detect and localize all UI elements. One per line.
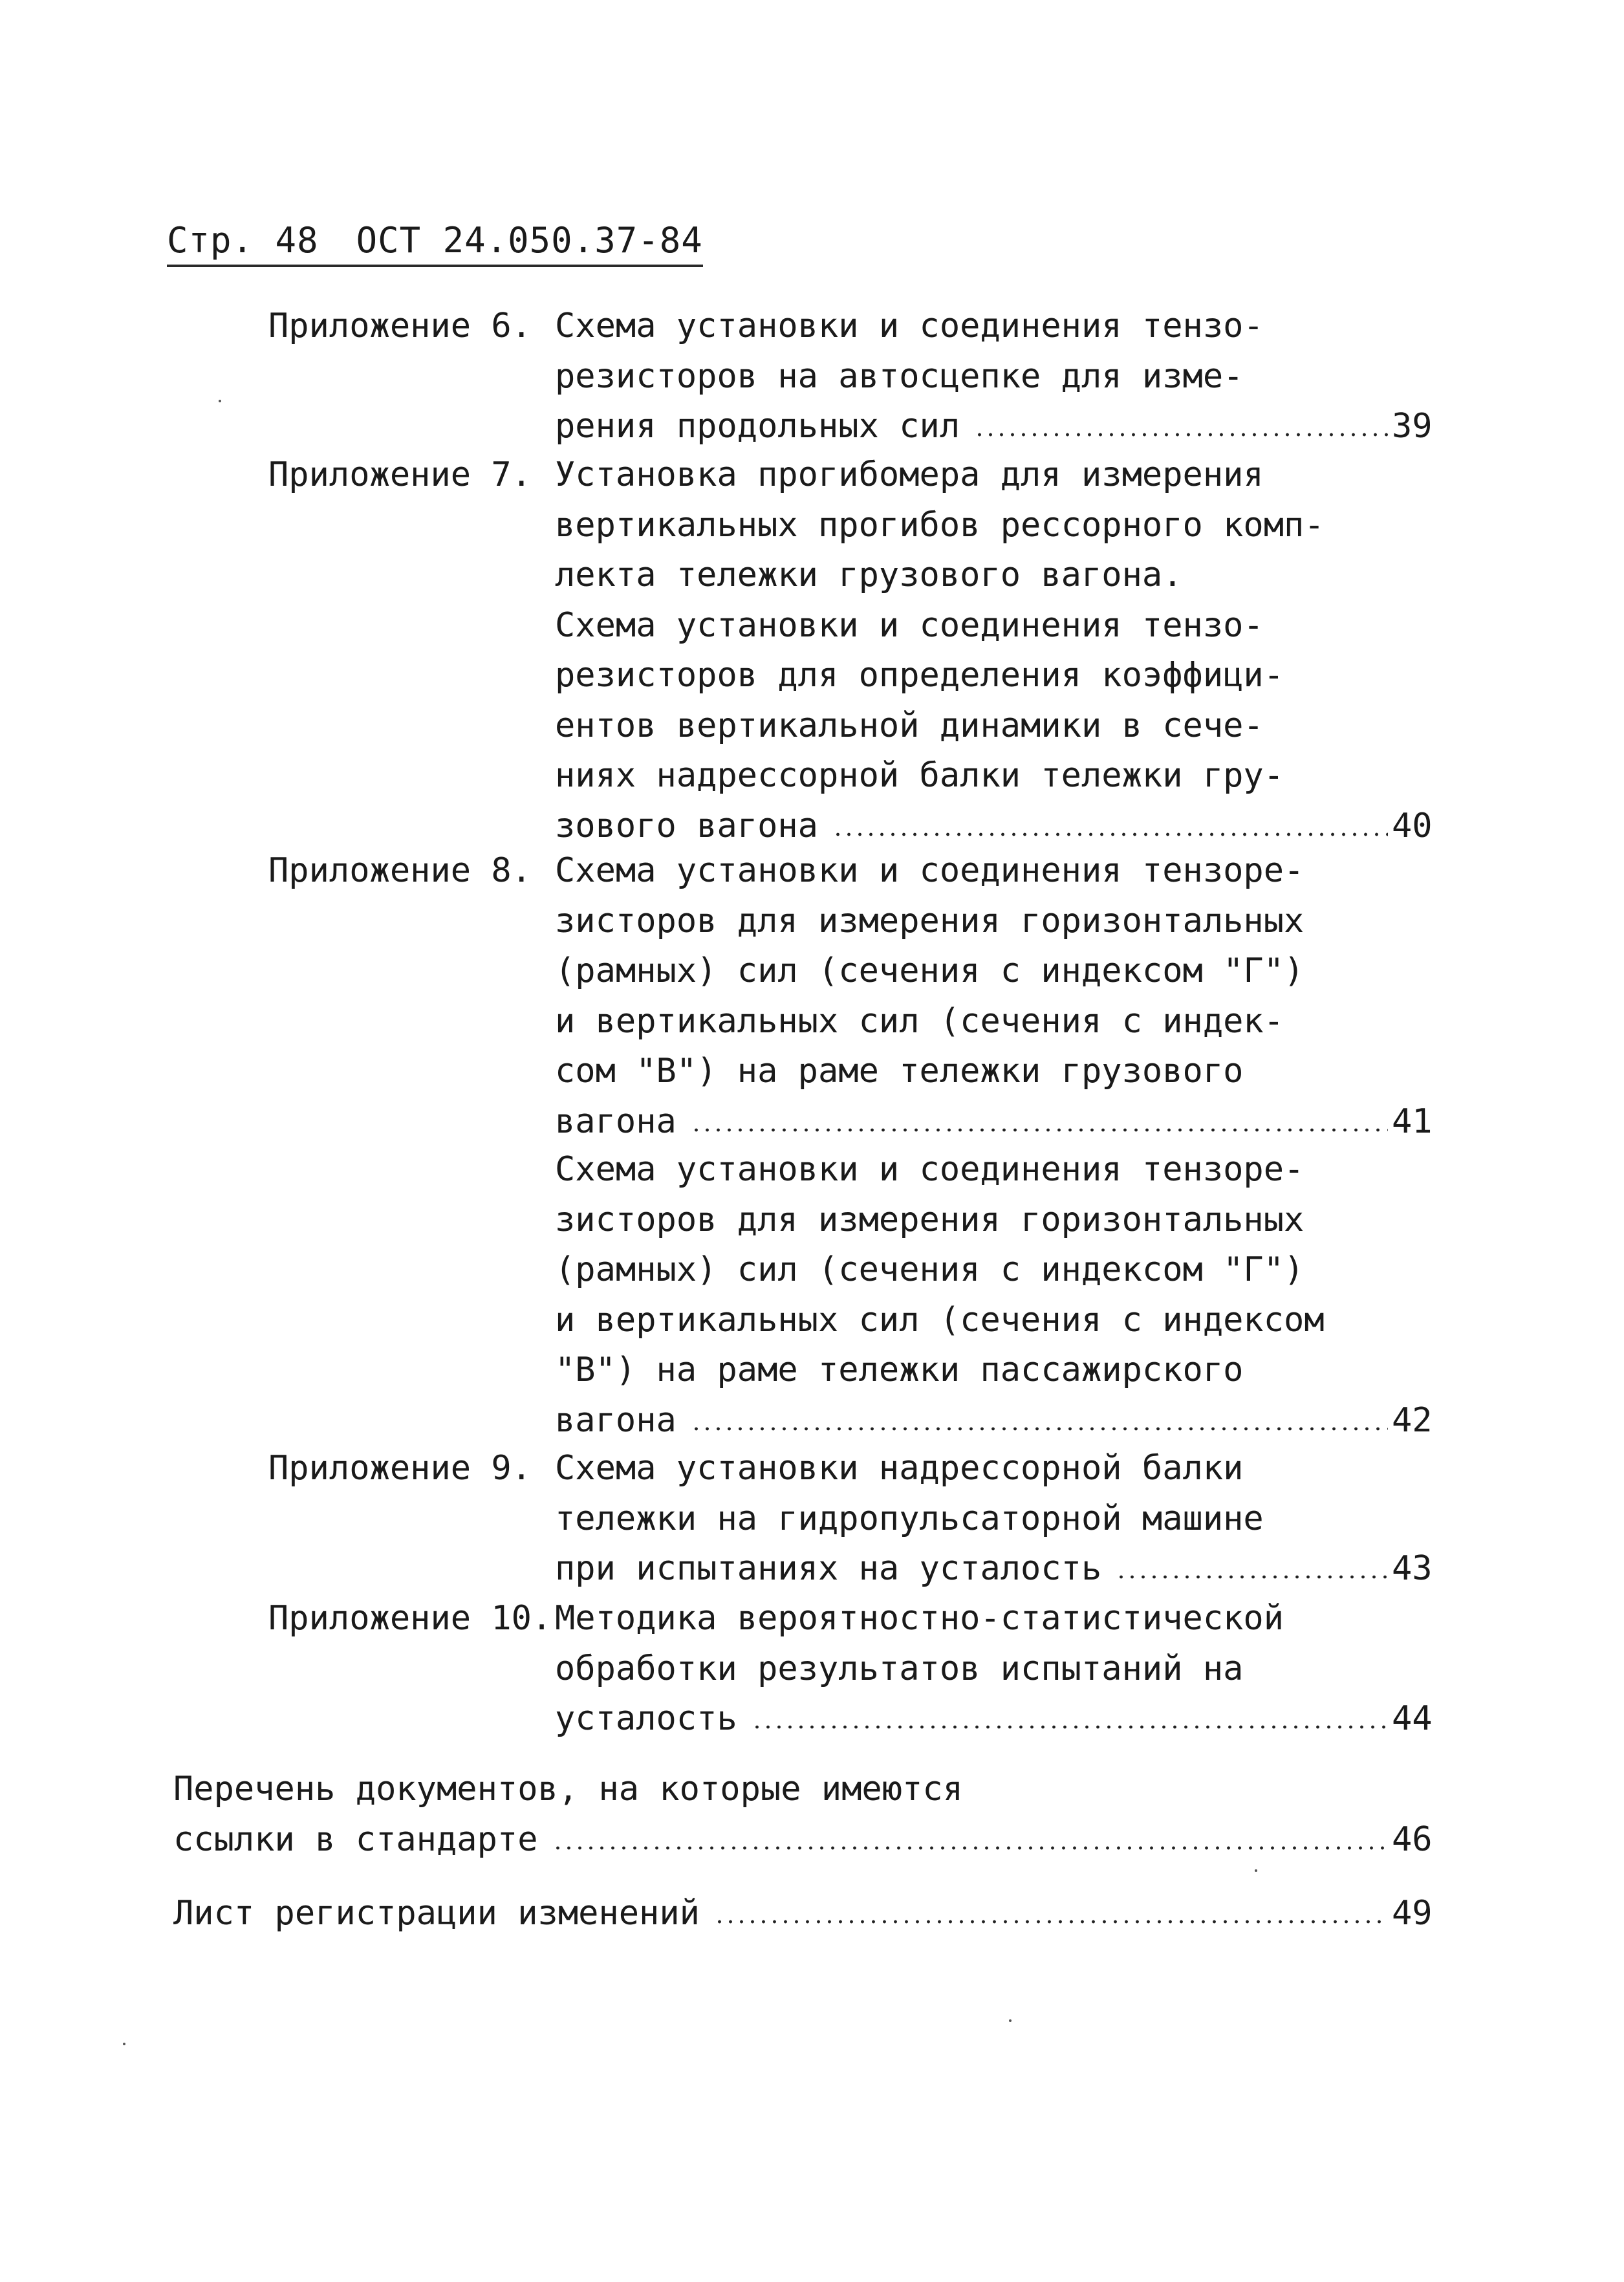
toc-leader-dots — [714, 1920, 1388, 1924]
toc-entry-line: сом "В") на раме тележки грузового — [555, 1052, 1244, 1091]
page-header — [167, 220, 703, 267]
toc-page-number: 41 — [1392, 1102, 1433, 1141]
toc-entry-line: ниях надрессорной балки тележки гру- — [555, 756, 1284, 795]
toc-entry-line: резисторов на автосцепке для изме- — [555, 356, 1244, 396]
scan-speck — [123, 2043, 125, 2045]
toc-entry-line: ентов вертикальной динамики в сече- — [555, 706, 1264, 745]
toc-page-number: 39 — [1392, 407, 1433, 446]
toc-entry-line: Схема установки и соединения тензо- — [555, 605, 1264, 645]
toc-entry-line: "В") на раме тележки пассажирского — [555, 1351, 1244, 1389]
toc-leader-dots — [752, 1725, 1388, 1729]
toc-entry-line: и вертикальных сил (сечения с индексом — [555, 1300, 1325, 1340]
toc-entry-line: вагона — [555, 1102, 677, 1141]
toc-entry-line: Методика вероятностно-статистической — [555, 1599, 1284, 1638]
toc-leader-dots — [832, 832, 1388, 836]
toc-entry-line: Схема установки надрессорной балки — [555, 1449, 1244, 1488]
toc-appendix-label: Приложение 8. — [268, 851, 532, 890]
toc-entry-line: Схема установки и соединения тензоре- — [555, 1150, 1305, 1189]
toc-entry-line: вагона — [555, 1400, 677, 1440]
toc-entry-line: обработки результатов испытаний на — [555, 1649, 1244, 1688]
toc-appendix-label: Приложение 6. — [268, 307, 532, 345]
toc-leader-dots — [1116, 1575, 1388, 1579]
toc-leader-dots — [552, 1846, 1388, 1850]
toc-page-number: 40 — [1392, 806, 1433, 845]
toc-entry-line: (рамных) сил (сечения с индексом "Г") — [555, 951, 1305, 990]
toc-page-number: 42 — [1392, 1400, 1433, 1440]
toc-entry-line: Установка прогибомера для измерения — [555, 455, 1264, 494]
page-number: Стр. 48 — [167, 220, 319, 261]
scan-speck — [219, 400, 221, 402]
toc-appendix-label: Приложение 7. — [268, 455, 532, 494]
toc-page-number: 49 — [1392, 1894, 1433, 1933]
toc-entry-line: и вертикальных сил (сечения с индек- — [555, 1001, 1284, 1041]
toc-entry-line: при испытаниях на усталость — [555, 1549, 1102, 1588]
toc-page-number: 43 — [1392, 1549, 1433, 1588]
toc-appendix-label: Приложение 9. — [268, 1449, 532, 1488]
toc-entry-line: вертикальных прогибов рессорного комп- — [555, 505, 1325, 545]
scan-speck — [1009, 2019, 1012, 2022]
toc-page-number: 46 — [1392, 1820, 1433, 1859]
toc-entry-line: зисторов для измерения горизонтальных — [555, 901, 1305, 940]
toc-entry-line: рения продольных сил — [555, 407, 960, 446]
toc-entry-line: Перечень документов, на которые имеются — [173, 1770, 963, 1809]
toc-entry-line: Схема установки и соединения тензоре- — [555, 851, 1305, 890]
toc-leader-dots — [691, 1427, 1388, 1431]
toc-entry-line: резисторов для определения коэффици- — [555, 656, 1284, 695]
toc-entry-line: Лист регистрации изменений — [173, 1894, 700, 1933]
toc-appendix-label: Приложение 10. — [268, 1599, 552, 1638]
toc-entry-line: (рамных) сил (сечения с индексом "Г") — [555, 1250, 1305, 1289]
toc-leader-dots — [691, 1128, 1388, 1132]
scan-speck — [1255, 1869, 1257, 1872]
toc-entry-line: ссылки в стандарте — [173, 1820, 538, 1859]
toc-entry-line: зисторов для измерения горизонтальных — [555, 1200, 1305, 1239]
toc-entry-line: тележки на гидропульсаторной машине — [555, 1499, 1264, 1538]
toc-leader-dots — [974, 433, 1388, 437]
toc-page-number: 44 — [1392, 1699, 1433, 1738]
standard-code: ОСТ 24.050.37-84 — [356, 220, 703, 261]
toc-entry-line: Схема установки и соединения тензо- — [555, 307, 1264, 345]
toc-entry-line: зового вагона — [555, 806, 818, 845]
toc-entry-line: лекта тележки грузового вагона. — [555, 556, 1183, 594]
toc-entry-line: усталость — [555, 1699, 737, 1738]
